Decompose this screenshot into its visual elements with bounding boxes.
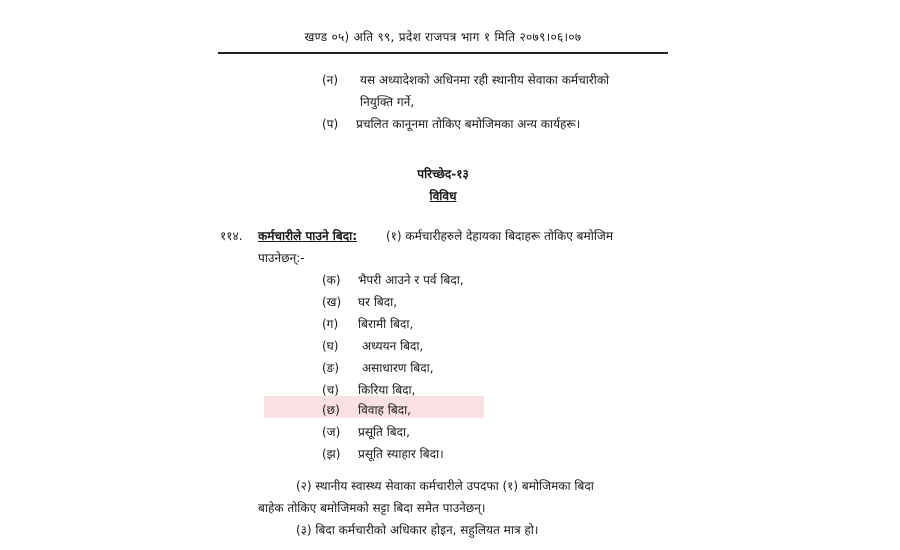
item-text-na-line2: नियुक्ति गर्ने, bbox=[360, 95, 415, 109]
section-intro-line2: पाउनेछन्:- bbox=[258, 251, 305, 265]
subsection-3: (३) बिदा कर्मचारीको अधिकार होइन, सहुलियत मात्र हो। bbox=[296, 523, 539, 537]
leave-marker: (झ) bbox=[322, 447, 341, 461]
section-heading: कर्मचारीले पाउने बिदा: bbox=[258, 229, 358, 243]
leave-marker: (ख) bbox=[322, 295, 342, 309]
subsection-2-line1: (२) स्थानीय स्वास्थ्य सेवाका कर्मचारीले उपदफा (१) बमोजिमका बिदा bbox=[296, 479, 594, 493]
item-text-pa: प्रचलित कानूनमा तोकिए बमोजिमका अन्य कार्यहरू। bbox=[356, 117, 581, 131]
section-intro: (१) कर्मचारीहरुले देहायका बिदाहरू तोकिए बमोजिम bbox=[386, 229, 614, 243]
leave-item: बिरामी बिदा, bbox=[358, 317, 414, 331]
leave-item: प्रसूति बिदा, bbox=[358, 425, 410, 439]
chapter-title: परिच्छेद-१३ bbox=[417, 167, 469, 181]
header-rule bbox=[218, 52, 668, 54]
leave-item: प्रसूति स्याहार बिदा। bbox=[358, 447, 444, 461]
leave-item: असाधारण बिदा, bbox=[362, 361, 434, 375]
subsection-2-line2: बाहेक तोकिए बमोजिमको सट्टा बिदा समेत पाउनेछन्। bbox=[258, 501, 486, 515]
chapter-subtitle: विविध bbox=[429, 189, 457, 203]
leave-marker: (क) bbox=[322, 273, 341, 287]
leave-item: किरिया बिदा, bbox=[358, 383, 416, 397]
leave-marker: (च) bbox=[322, 383, 339, 397]
section-number: ११४. bbox=[220, 229, 243, 243]
item-text-na-line1: यस अध्यादेशको अधिनमा रही स्थानीय सेवाका कर्मचारीको bbox=[360, 73, 610, 87]
leave-marker: (छ) bbox=[322, 403, 340, 417]
page-header: खण्ड ०५) अति ९९, प्रदेश राजपत्र भाग १ मिति २०७९।०६।०७ bbox=[304, 30, 582, 44]
leave-marker: (ङ) bbox=[322, 361, 340, 375]
leave-item: घर बिदा, bbox=[358, 295, 398, 309]
item-marker-pa: (प) bbox=[322, 117, 339, 131]
leave-marker: (ग) bbox=[322, 317, 339, 331]
leave-marker: (घ) bbox=[322, 339, 339, 353]
leave-item: विवाह बिदा, bbox=[358, 403, 412, 417]
leave-marker: (ज) bbox=[322, 425, 341, 439]
leave-item: भैपरी आउने र पर्व बिदा, bbox=[358, 273, 464, 287]
leave-item: अध्ययन बिदा, bbox=[362, 339, 424, 353]
item-marker-na: (न) bbox=[322, 73, 339, 87]
